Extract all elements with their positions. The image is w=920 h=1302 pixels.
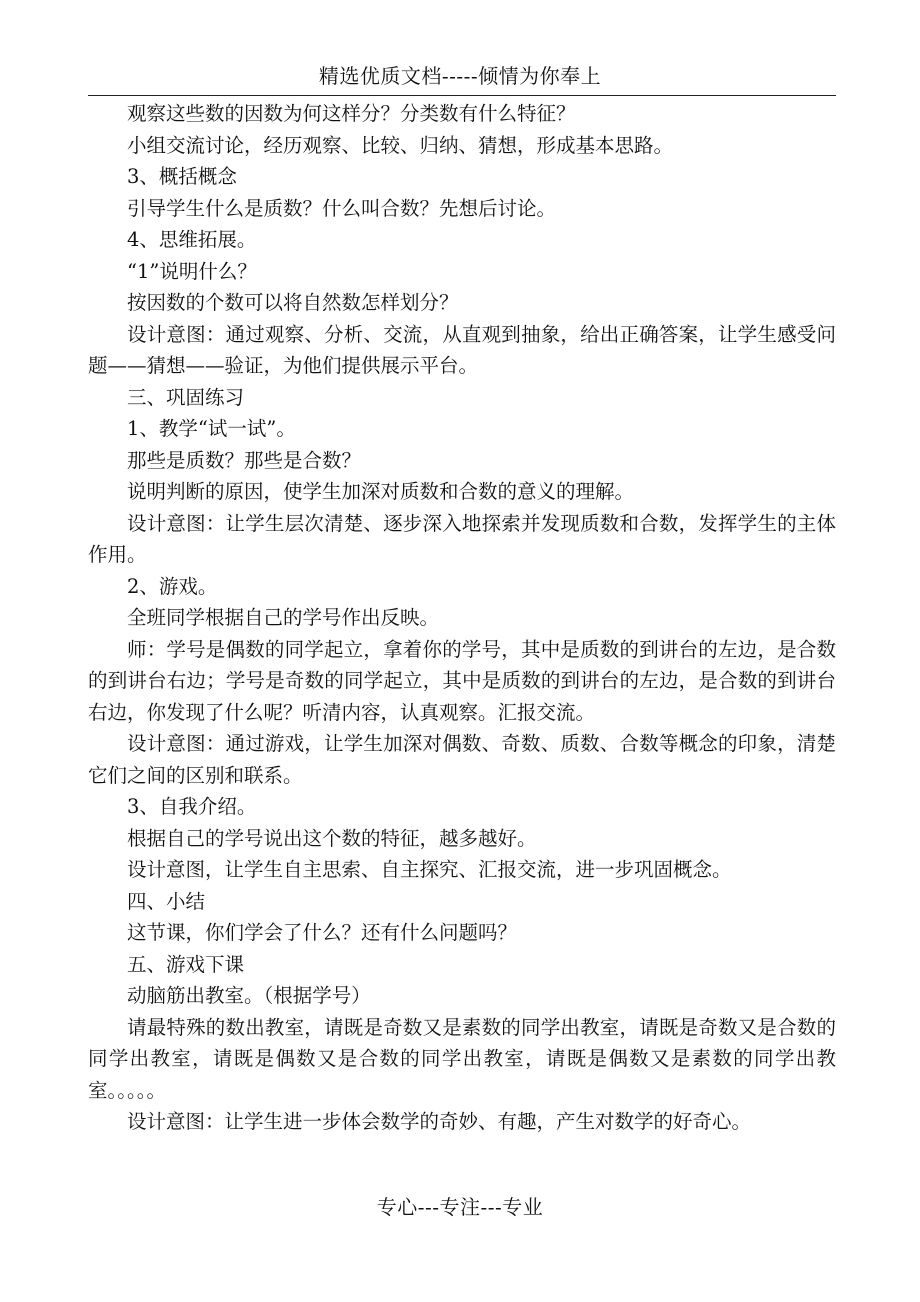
paragraph: 这节课，你们学会了什么？还有什么问题吗？ <box>127 921 518 944</box>
paragraph: 动脑筋出教室。（根据学号） <box>127 984 371 1007</box>
design-intent-paragraph: 设计意图：通过观察、分析、交流，从直观到抽象，给出正确答案，让学生感受问题——猜想——验证，为他们提供展示平台。 <box>88 322 836 377</box>
section-heading: 3、自我介绍。 <box>127 795 257 818</box>
page-header: 精选优质文档-----倾情为你奉上 <box>318 64 602 88</box>
page-footer: 专心---专注---专业 <box>376 1195 544 1219</box>
paragraph: 全班同学根据自己的学号作出反映。 <box>127 606 440 629</box>
paragraph: 根据自己的学号说出这个数的特征，越多越好。 <box>127 826 537 850</box>
design-intent-paragraph: 设计意图，让学生自主思索、自主探究、汇报交流，进一步巩固概念。 <box>127 858 732 881</box>
paragraph: 按因数的个数可以将自然数怎样划分？ <box>127 291 459 314</box>
design-intent-paragraph: 设计意图：让学生进一步体会数学的奇妙、有趣，产生对数学的好奇心。 <box>127 1110 752 1133</box>
section-heading: 2、游戏。 <box>127 574 218 598</box>
section-heading: 3、概括概念 <box>127 165 237 188</box>
section-heading: 五、游戏下课 <box>127 952 245 976</box>
section-heading: 四、小结 <box>127 889 206 913</box>
paragraph: 观察这些数的因数为何这样分？分类数有什么特征？ <box>127 102 576 125</box>
paragraph: 引导学生什么是质数？什么叫合数？先想后讨论。 <box>127 196 557 220</box>
design-intent-paragraph: 设计意图：通过游戏，让学生加深对偶数、奇数、质数、合数等概念的印象，清楚它们之间的区别和联系。 <box>88 732 836 787</box>
section-heading: 4、思维拓展。 <box>127 228 257 251</box>
paragraph: 小组交流讨论，经历观察、比较、归纳、猜想，形成基本思路。 <box>127 133 674 157</box>
paragraph: 师：学号是偶数的同学起立，拿着你的学号，其中是质数的到讲台的左边，是合数的到讲台右边；学号是奇数的同学起立，其中是质数的到讲台的左边，是合数的到讲台右边，你发现了什么呢？听清内容，认真观察。汇报交流。 <box>88 637 836 724</box>
paragraph: 请最特殊的数出教室，请既是奇数又是素数的同学出教室，请既是奇数又是合数的同学出教室，请既是偶数又是合数的同学出教室，请既是偶数又是素数的同学出教室。。。。。 <box>88 1015 836 1102</box>
design-intent-paragraph: 设计意图：让学生层次清楚、逐步深入地探索并发现质数和合数，发挥学生的主体作用。 <box>88 511 836 566</box>
header-divider <box>88 95 836 96</box>
section-heading: 1、教学“试一试”。 <box>127 417 296 440</box>
section-heading: 三、巩固练习 <box>127 385 245 409</box>
paragraph: 说明判断的原因，使学生加深对质数和合数的意义的理解。 <box>127 480 635 503</box>
paragraph: 那些是质数？那些是合数？ <box>127 448 362 472</box>
document-body <box>88 98 836 1138</box>
paragraph: “1”说明什么？ <box>127 259 257 283</box>
